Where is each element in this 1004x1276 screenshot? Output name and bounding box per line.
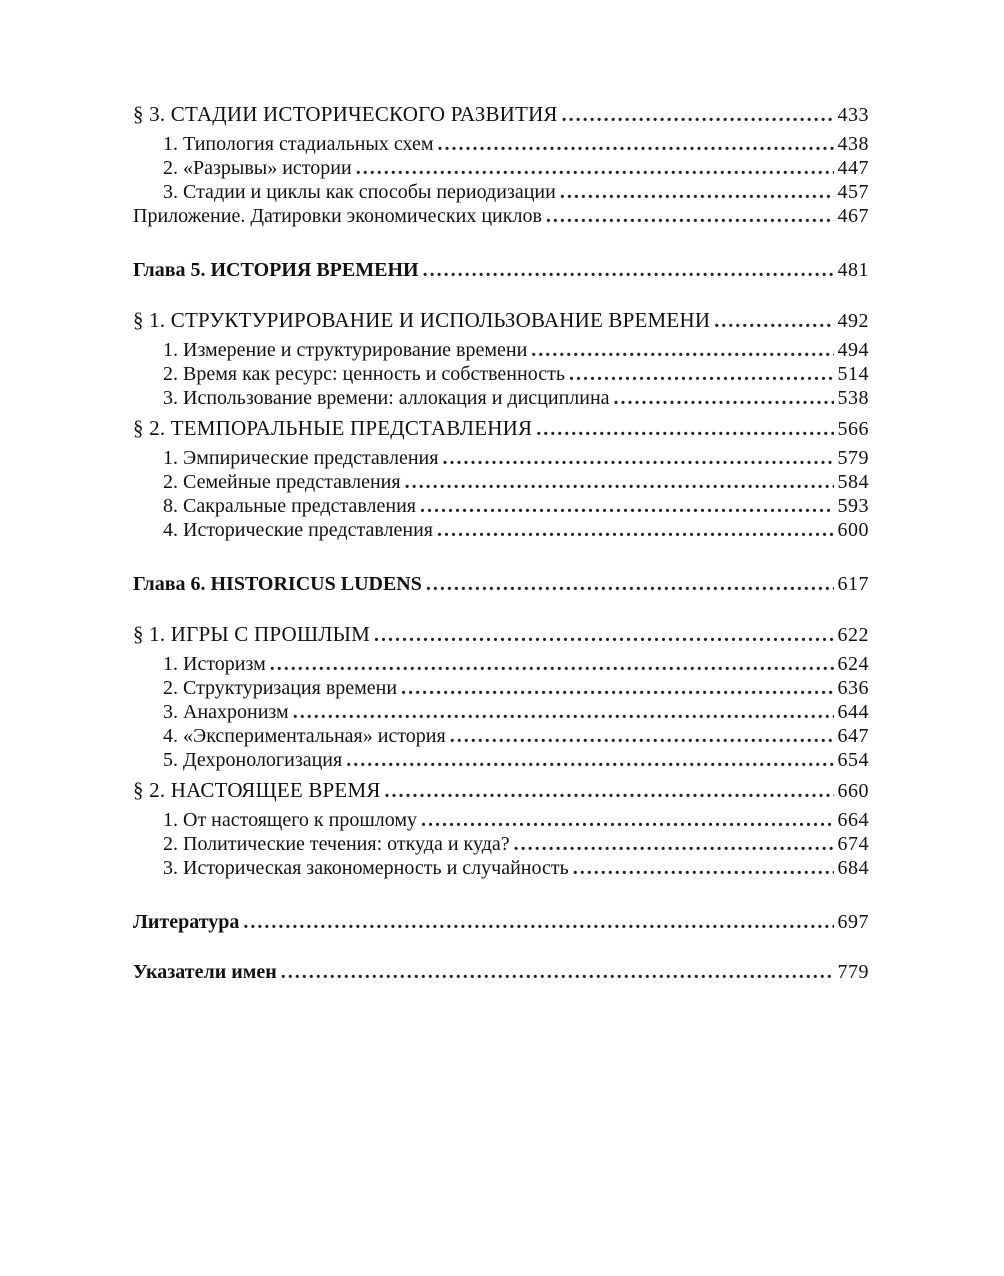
toc-entry-subsection[interactable] [133,156,869,180]
toc-page-number: 584 [837,471,869,493]
toc-entry-title: 2. Политические течения: откуда и куда? [163,833,510,855]
toc-entry-title: 3. Использование времени: аллокация и дисциплина [163,387,610,409]
toc-page-number: 674 [837,833,869,855]
leader-dots [714,309,833,333]
leader-dots [437,518,834,542]
toc-entry-section[interactable] [133,622,869,646]
toc-page-number: 636 [837,677,869,699]
toc-page-number: 600 [837,519,869,541]
toc-entry-title: § 1. СТРУКТУРИРОВАНИЕ И ИСПОЛЬЗОВАНИЕ ВРЕМЕНИ [133,308,711,332]
toc-entry-title: 1. Измерение и структурирование времени [163,339,528,361]
leader-dots [423,258,834,282]
leader-dots [560,180,834,204]
leader-dots [374,623,833,647]
leader-dots [426,572,834,596]
toc-page-number: 438 [837,133,869,155]
toc-entry-title: Приложение. Датировки экономических циклов [133,205,542,227]
toc-page-number: 457 [837,181,869,203]
toc-entry-title: 8. Сакральные представления [163,495,416,517]
leader-dots [385,779,834,803]
toc-entry-subsection[interactable] [133,518,869,542]
toc-entry-title: § 3. СТАДИИ ИСТОРИЧЕСКОГО РАЗВИТИЯ [133,102,558,126]
toc-page-number: 654 [837,749,869,771]
toc-entry-title: 4. «Экспериментальная» история [163,725,446,747]
toc-entry-subsection[interactable] [133,386,869,410]
toc-entry-title: Глава 6. HISTORICUS LUDENS [133,573,422,595]
toc-entry-subsection[interactable] [133,748,869,772]
leader-dots [562,103,834,127]
leader-dots [614,386,834,410]
toc-entry-literature[interactable] [133,910,869,934]
toc-page-number: 660 [837,780,869,802]
leader-dots [442,446,833,470]
leader-dots [514,832,834,856]
toc-entry-section[interactable] [133,102,869,126]
leader-dots [281,960,834,984]
toc-page-number: 447 [837,157,869,179]
toc-page-number: 494 [837,339,869,361]
leader-dots [536,417,833,441]
toc-entry-appendix[interactable] [133,204,869,228]
toc-entry-title: 2. Семейные представления [163,471,401,493]
toc-entry-name-index[interactable] [133,960,869,984]
leader-dots [293,700,834,724]
toc-entry-subsection[interactable] [133,724,869,748]
toc-page-number: 433 [837,104,869,126]
toc-entry-chapter[interactable] [133,258,869,282]
leader-dots [356,156,834,180]
leader-dots [569,362,834,386]
toc-page-number: 684 [837,857,869,879]
toc-entry-section[interactable] [133,416,869,440]
toc-entry-title: 3. Стадии и циклы как способы периодизации [163,181,556,203]
toc-entry-subsection[interactable] [133,446,869,470]
leader-dots [243,910,833,934]
leader-dots [421,808,834,832]
toc-page-number: 624 [837,653,869,675]
toc-entry-title: 1. Историзм [163,653,266,675]
leader-dots [270,652,834,676]
toc-entry-title: § 1. ИГРЫ С ПРОШЛЫМ [133,622,371,646]
toc-page-number: 664 [837,809,869,831]
toc-page-number: 644 [837,701,869,723]
toc-page-number: 579 [837,447,869,469]
leader-dots [420,494,834,518]
toc-entry-subsection[interactable] [133,494,869,518]
toc-page-number: 481 [837,259,869,281]
leader-dots [450,724,834,748]
toc-entry-section[interactable] [133,778,869,802]
toc-entry-title: § 2. НАСТОЯЩЕЕ ВРЕМЯ [133,778,381,802]
toc-page-number: 617 [837,573,869,595]
toc-page-number: 697 [837,911,869,933]
toc-entry-subsection[interactable] [133,470,869,494]
leader-dots [438,132,834,156]
toc-page-number: 566 [837,418,869,440]
toc-entry-title: 1. Типология стадиальных схем [163,133,434,155]
leader-dots [405,470,834,494]
toc-page-number: 467 [837,205,869,227]
table-of-contents [133,102,869,984]
toc-entry-chapter[interactable] [133,572,869,596]
toc-entry-title: 2. Время как ресурс: ценность и собственность [163,363,565,385]
toc-entry-subsection[interactable] [133,362,869,386]
toc-entry-subsection[interactable] [133,180,869,204]
toc-entry-subsection[interactable] [133,132,869,156]
toc-entry-title: Литература [133,911,240,933]
toc-page-number: 492 [837,310,869,332]
toc-page-number: 622 [837,624,869,646]
toc-entry-subsection[interactable] [133,856,869,880]
leader-dots [531,338,833,362]
toc-entry-subsection[interactable] [133,652,869,676]
leader-dots [573,856,834,880]
toc-entry-title: § 2. ТЕМПОРАЛЬНЫЕ ПРЕДСТАВЛЕНИЯ [133,416,533,440]
toc-entry-subsection[interactable] [133,808,869,832]
toc-entry-title: 2. Структуризация времени [163,677,398,699]
toc-page-number: 593 [837,495,869,517]
toc-entry-subsection[interactable] [133,676,869,700]
toc-entry-title: 1. От настоящего к прошлому [163,809,417,831]
toc-entry-subsection[interactable] [133,832,869,856]
toc-entry-title: Глава 5. ИСТОРИЯ ВРЕМЕНИ [133,259,419,281]
toc-page-number: 514 [837,363,869,385]
leader-dots [546,204,834,228]
toc-entry-title: 1. Эмпирические представления [163,447,439,469]
leader-dots [401,676,833,700]
toc-entry-title: 5. Дехронологизация [163,749,343,771]
toc-entry-subsection[interactable] [133,338,869,362]
toc-entry-title: Указатели имен [133,961,277,983]
toc-entry-title: 4. Исторические представления [163,519,433,541]
toc-page-number: 538 [837,387,869,409]
toc-page-number: 779 [837,961,869,983]
toc-entry-title: 3. Анахронизм [163,701,289,723]
toc-entry-section[interactable] [133,308,869,332]
toc-entry-title: 3. Историческая закономерность и случайность [163,857,569,879]
toc-entry-title: 2. «Разрывы» истории [163,157,352,179]
toc-entry-subsection[interactable] [133,700,869,724]
leader-dots [346,748,833,772]
toc-page-number: 647 [837,725,869,747]
